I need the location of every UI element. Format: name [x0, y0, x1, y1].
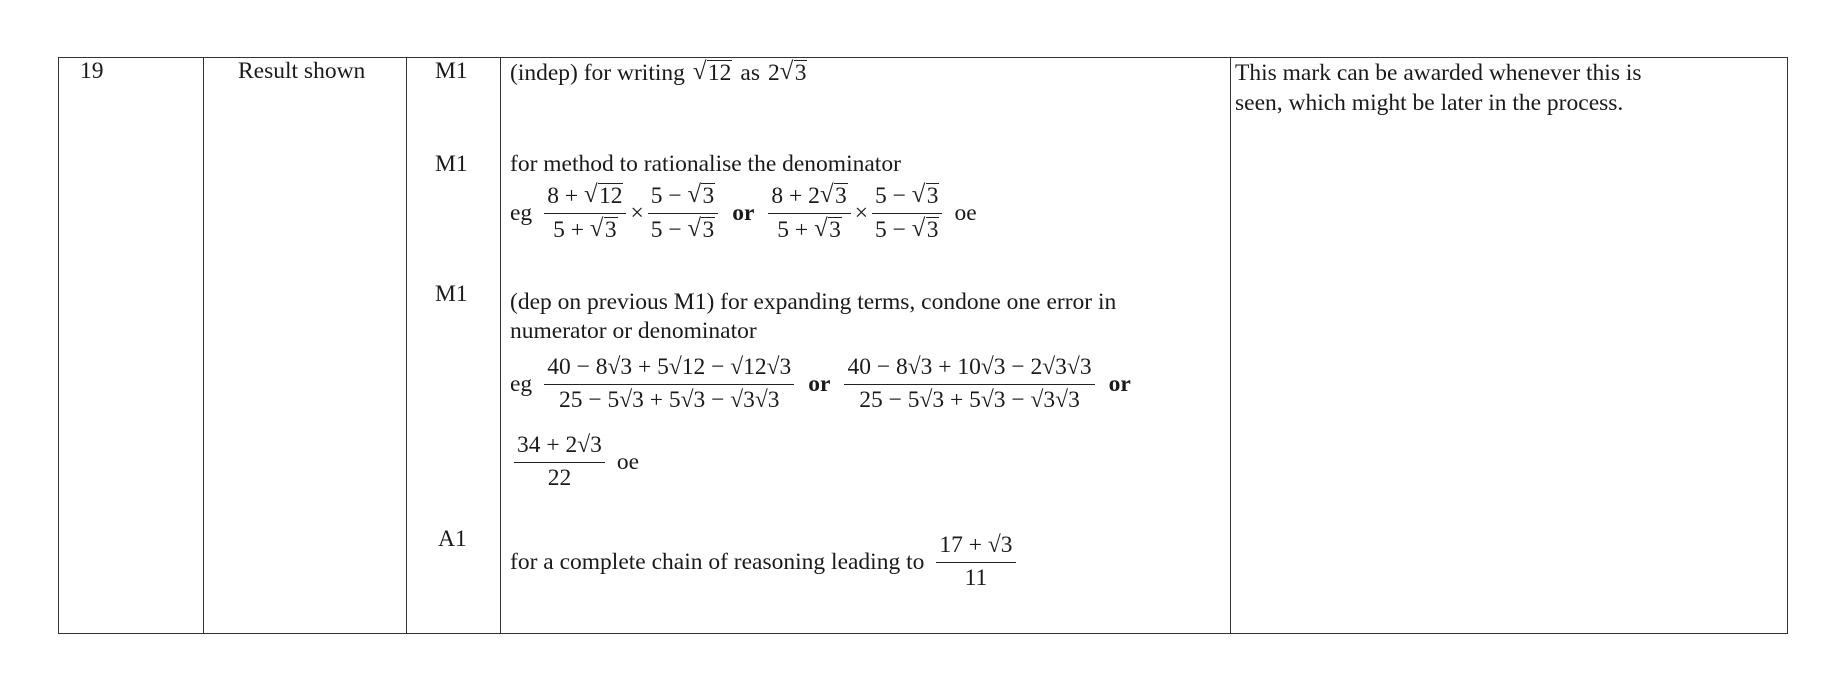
fraction: $\frac{8 + 2√ 3}{5 + √ 3}$: [768, 183, 850, 244]
square-root: √ 3: [780, 60, 808, 87]
column-divider: [406, 58, 407, 633]
fraction: $\frac{34 + 2√3}{22}$: [514, 433, 605, 492]
fraction: $\frac{5 - √ 3}{5 - √ 3}$: [872, 183, 943, 244]
guidance-row-1: (indep) for writing √ 12 as 2 √ 3: [510, 60, 807, 87]
fraction: $\frac{40 - 8√3 + 5√12 - √12√3}{25 - 5√3 + 5√3 - √3√3}$: [544, 355, 794, 414]
column-divider: [1230, 58, 1231, 633]
guidance-text: for method to rationalise the denominator: [510, 151, 901, 177]
mark-code: M1: [435, 151, 468, 177]
guidance-text: (dep on previous M1) for expanding terms, condone one error in: [510, 289, 1117, 315]
fraction: $\frac{40 - 8√3 + 10√3 - 2√3√3}{25 - 5√3 + 5√3 - √3√3}$: [844, 355, 1094, 414]
fraction: $\frac{5 - √ 3}{5 - √ 3}$: [648, 183, 719, 244]
rationalise-expression: eg $\frac{8 + √ 12}{5 + √ 3}$ × $\frac{5 - √ 3}{5 - √ 3}$ or $\frac{8 + 2√ 3}{5 + √ 3}$ × $\frac{5 - √ 3}{5 - √ 3}$ oe: [510, 183, 977, 244]
fraction: $\frac{8 + √ 12}{5 + √ 3}$: [544, 183, 626, 244]
guidance-text: numerator or denominator: [510, 318, 757, 344]
mark-code: M1: [435, 58, 468, 84]
mark-code: M1: [435, 281, 468, 307]
guidance-text: (indep) for writing: [510, 60, 685, 86]
expansion-result: $\frac{34 + 2√3}{22}$ oe: [510, 433, 639, 492]
answer-cell: Result shown: [238, 58, 366, 84]
column-divider: [500, 58, 501, 633]
mark-code: A1: [438, 526, 467, 552]
additional-guidance: This mark can be awarded whenever this is: [1235, 60, 1642, 86]
question-number: 19: [80, 58, 104, 84]
column-divider: [203, 58, 204, 633]
guidance-row-4: for a complete chain of reasoning leading to $\frac{17 + √3}{11}$: [510, 533, 1020, 592]
expansion-expression: eg $\frac{40 - 8√3 + 5√12 - √12√3}{25 - 5√3 + 5√3 - √3√3}$ or $\frac{40 - 8√3 + 10√3 - 2√3√3}{25 - 5√3 + 5√3 - √3√3}$ or: [510, 354, 1131, 413]
fraction: $\frac{17 + √3}{11}$: [936, 533, 1015, 592]
additional-guidance: seen, which might be later in the process.: [1235, 90, 1624, 116]
square-root: √ 12: [693, 60, 733, 87]
